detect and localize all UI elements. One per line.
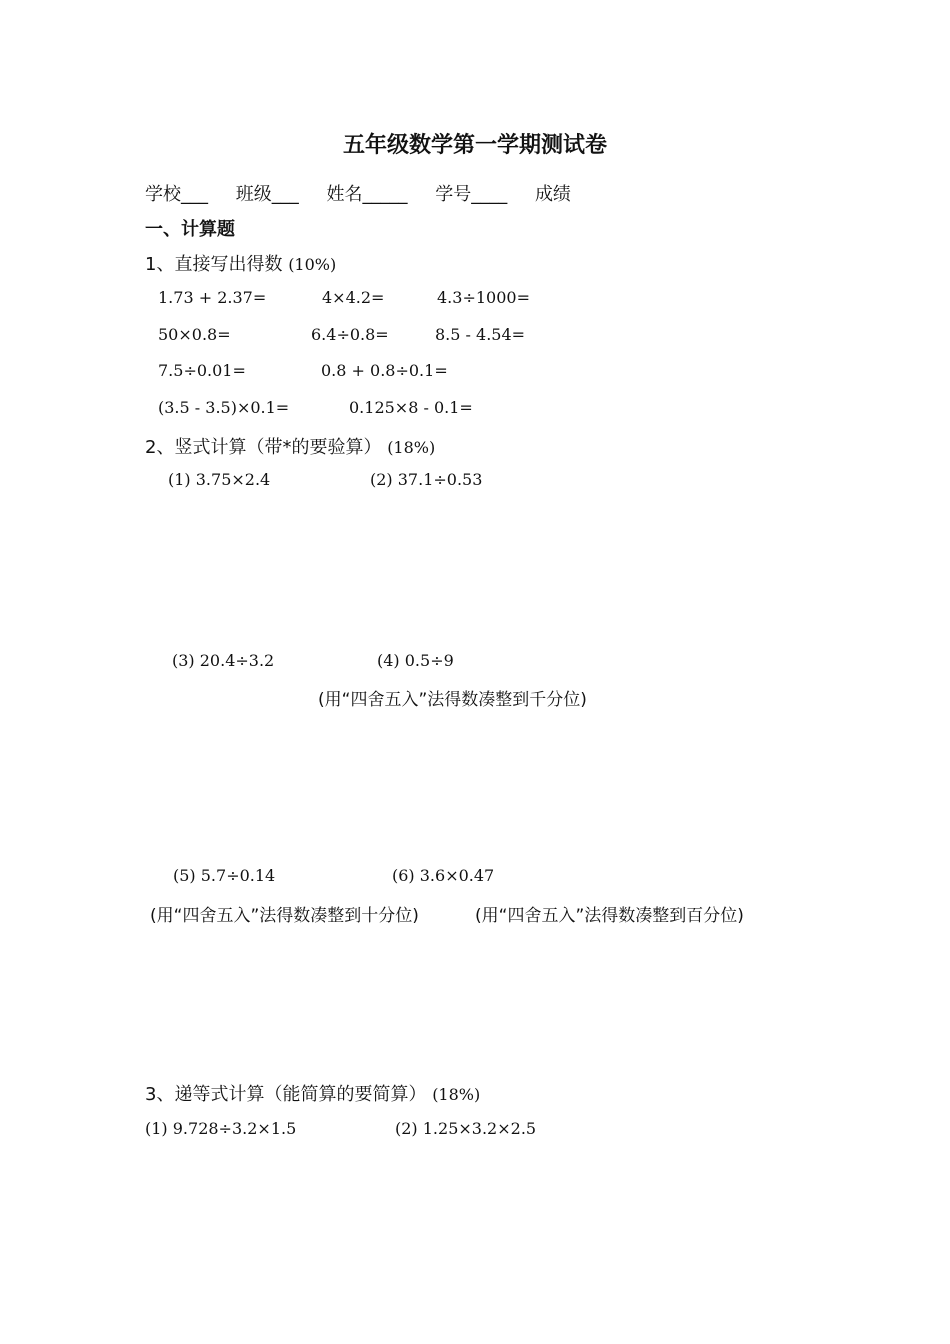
expression: 50×0.8= (158, 325, 231, 344)
problem-item: (2) 1.25×3.2×2.5 (395, 1119, 537, 1138)
problem-item: (5) 5.7÷0.14 (173, 866, 276, 885)
question-percent: (18%) (432, 1085, 481, 1104)
expression: 0.125×8 - 0.1= (349, 398, 473, 417)
expression: 4×4.2= (322, 288, 385, 307)
school-field: 学校___ (145, 184, 208, 205)
page-title: 五年级数学第一学期测试卷 (342, 133, 607, 158)
question-percent: (18%) (387, 438, 436, 457)
rounding-note: (用“四舍五入”法得数凑整到十分位) (150, 906, 419, 926)
class-field: 班级___ (235, 184, 299, 205)
rounding-note: (用“四舍五入”法得数凑整到千分位) (318, 690, 587, 710)
name-field: 姓名_____ (326, 184, 408, 205)
problem-item: (2) 37.1÷0.53 (370, 470, 483, 489)
question-2-heading (145, 433, 435, 459)
problem-item: (6) 3.6×0.47 (392, 866, 495, 885)
score-field: 成绩 (534, 184, 571, 205)
section-heading: 一、计算题 (145, 219, 235, 240)
header-fields (145, 180, 593, 206)
question-percent: (10%) (288, 255, 337, 274)
question-label: 3、递等式计算（能简算的要简算） (145, 1084, 427, 1105)
question-label: 1、直接写出得数 (145, 254, 283, 275)
expression: 4.3÷1000= (437, 288, 530, 307)
rounding-note: (用“四舍五入”法得数凑整到百分位) (475, 906, 744, 926)
expression: 1.73 + 2.37= (158, 288, 267, 307)
student-number-field: 学号____ (435, 184, 508, 205)
question-1-heading (145, 250, 336, 276)
problem-item: (1) 3.75×2.4 (168, 470, 271, 489)
problem-item: (1) 9.728÷3.2×1.5 (145, 1119, 297, 1138)
expression: (3.5 - 3.5)×0.1= (158, 398, 290, 417)
expression: 0.8 + 0.8÷0.1= (321, 361, 448, 380)
problem-item: (3) 20.4÷3.2 (172, 651, 275, 670)
expression: 7.5÷0.01= (158, 361, 246, 380)
question-label: 2、竖式计算（带*的要验算） (145, 437, 382, 458)
question-3-heading (145, 1080, 480, 1106)
expression: 8.5 - 4.54= (435, 325, 526, 344)
expression: 6.4÷0.8= (311, 325, 389, 344)
problem-item: (4) 0.5÷9 (377, 651, 454, 670)
